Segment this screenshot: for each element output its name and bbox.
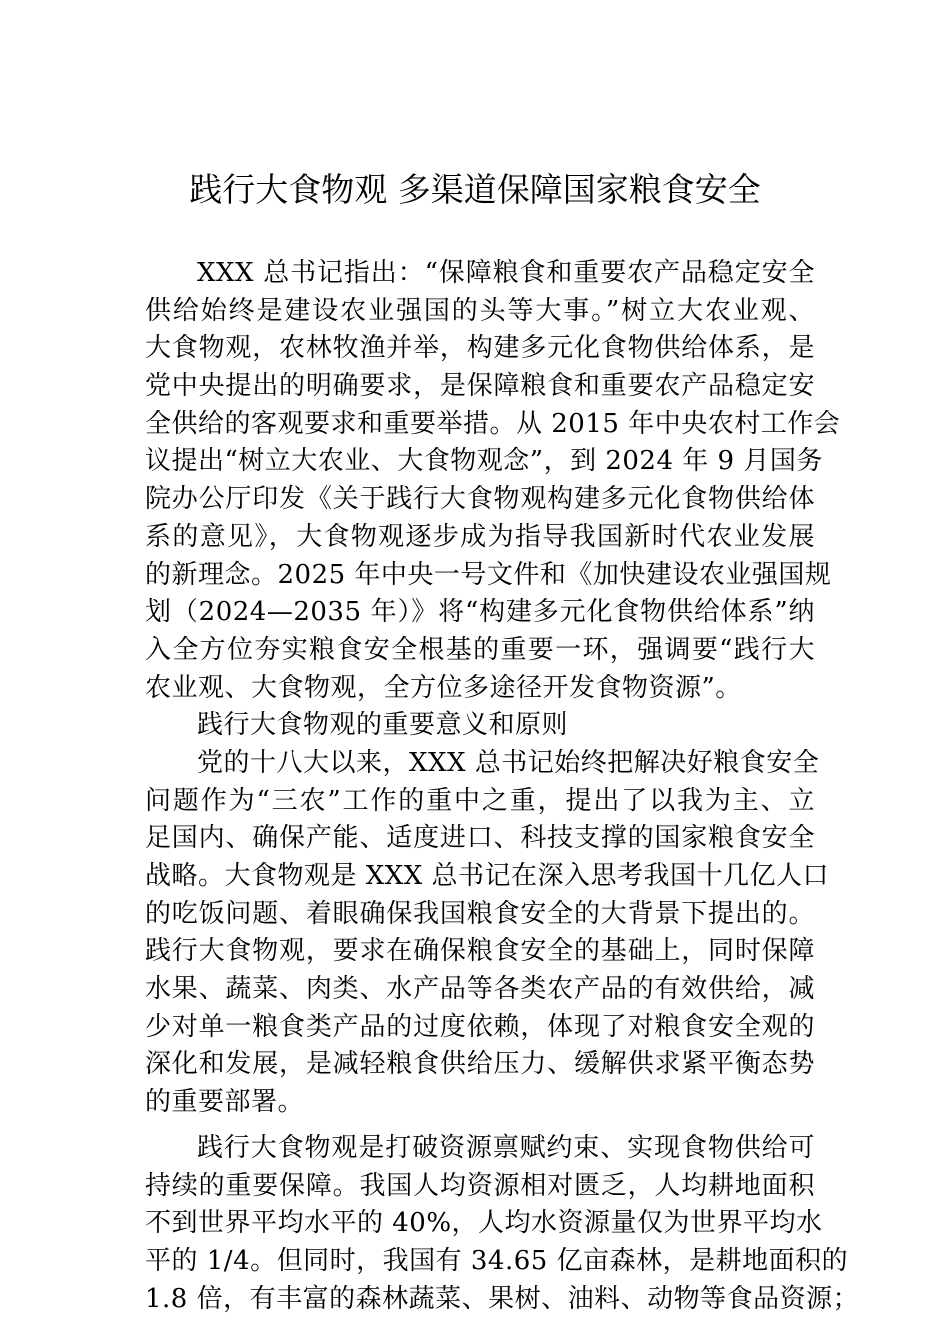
text-line: 水果、蔬菜、肉类、水产品等各类农产品的有效供给，减 xyxy=(145,974,815,1005)
text-line: 持续的重要保障。我国人均资源相对匮乏，人均耕地面积 xyxy=(145,1170,815,1201)
text-line: 院办公厅印发《关于践行大食物观构建多元化食物供给体 xyxy=(145,484,815,515)
text-line: 全供给的客观要求和重要举措。从 2015 年中央农村工作会 xyxy=(145,408,841,439)
text-line: 党中央提出的明确要求，是保障粮食和重要农产品稳定安 xyxy=(145,371,815,402)
text-line: 议提出“树立大农业、大食物观念”，到 2024 年 9 月国务 xyxy=(145,446,823,477)
text-line: 的新理念。2025 年中央一号文件和《加快建设农业强国规 xyxy=(145,559,832,590)
text-line: 的吃饭问题、着眼确保我国粮食安全的大背景下提出的。 xyxy=(145,898,815,929)
document-title: 践行大食物观 多渠道保障国家粮食安全 xyxy=(189,170,761,209)
text-line: 大食物观，农林牧渔并举，构建多元化食物供给体系，是 xyxy=(145,333,815,364)
text-line: 入全方位夯实粮食安全根基的重要一环，强调要“践行大 xyxy=(145,634,815,665)
text-line: 的重要部署。 xyxy=(145,1087,305,1118)
text-line: 党的十八大以来，XXX 总书记始终把解决好粮食安全 xyxy=(197,747,820,778)
text-line: 足国内、确保产能、适度进口、科技支撑的国家粮食安全 xyxy=(145,823,815,854)
text-line: 少对单一粮食类产品的过度依赖，体现了对粮食安全观的 xyxy=(145,1011,815,1042)
text-line: 系的意见》，大食物观逐步成为指导我国新时代农业发展 xyxy=(145,521,815,552)
text-line: 践行大食物观，要求在确保粮食安全的基础上，同时保障 xyxy=(145,936,815,967)
text-line: 战略。大食物观是 XXX 总书记在深入思考我国十几亿人口 xyxy=(145,861,830,891)
document-body xyxy=(145,255,860,1318)
section-heading: 践行大食物观的重要意义和原则 xyxy=(197,710,569,741)
text-line: 供给始终是建设农业强国的头等大事。”树立大农业观、 xyxy=(145,295,815,326)
text-line: 平的 1/4。但同时，我国有 34.65 亿亩森林，是耕地面积的 xyxy=(145,1245,849,1276)
text-line: 深化和发展，是减轻粮食供给压力、缓解供求紧平衡态势 xyxy=(145,1049,815,1080)
text-line: 不到世界平均水平的 40%，人均水资源量仅为世界平均水 xyxy=(145,1208,823,1239)
text-line: 1.8 倍，有丰富的森林蔬菜、果树、油料、动物等食品资源； xyxy=(145,1283,860,1314)
text-line: 践行大食物观是打破资源禀赋约束、实现食物供给可 xyxy=(197,1132,815,1163)
paragraph-gap xyxy=(145,1122,815,1130)
text-line: XXX 总书记指出：“保障粮食和重要农产品稳定安全 xyxy=(197,258,815,288)
text-line: 划（2024—2035 年）》将“构建多元化食物供给体系”纳 xyxy=(145,597,815,628)
text-line: 问题作为“三农”工作的重中之重，提出了以我为主、立 xyxy=(145,785,815,816)
text-line: 农业观、大食物观，全方位多途径开发食物资源”。 xyxy=(145,672,742,703)
